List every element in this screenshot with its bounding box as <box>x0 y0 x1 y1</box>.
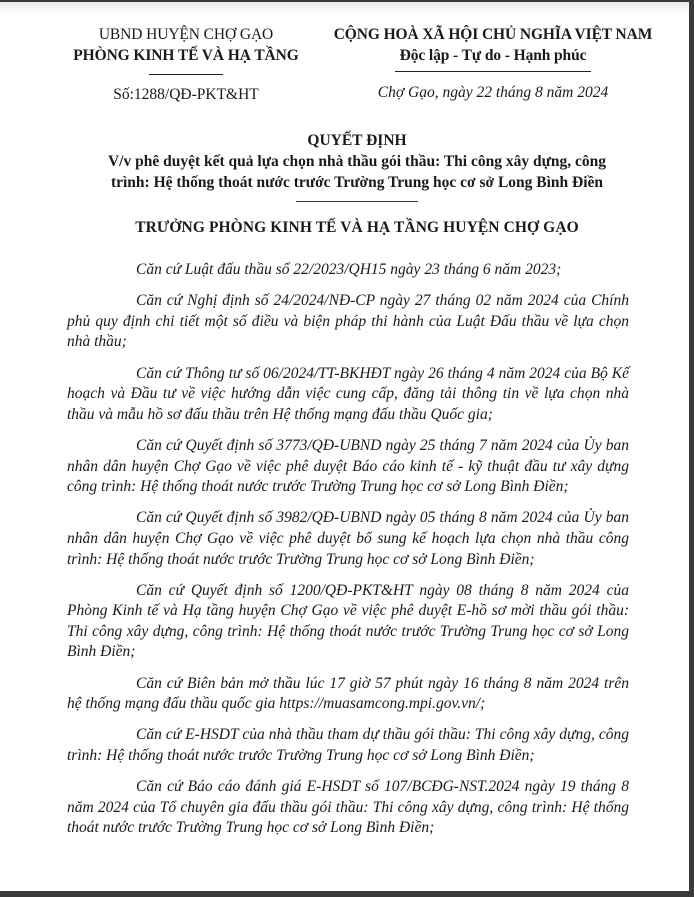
subject-line-1: V/v phê duyệt kết quả lựa chọn nhà thầu gói thầu: Thi công xây dựng, công <box>107 153 607 170</box>
legal-basis-paragraph: Căn cứ Quyết định số 1200/QĐ-PKT&HT ngày 08 tháng 8 năm 2024 của Phòng Kinh tế và Hạ tầng huyện Chợ Gạo về việc phê duyệt E-hồ sơ mời thầu gói thầu: Thi công xây dựng, công trình: Hệ thống thoát nước trước Trường Trung học cơ sở Long Bình Điền; <box>67 581 629 661</box>
legal-basis-paragraph: Căn cứ Biên bản mở thầu lúc 17 giờ 57 phút ngày 16 tháng 8 năm 2024 trên hệ thống mạng đấu thầu quốc gia https://muasamcong.mpi.gov.vn/; <box>67 674 629 713</box>
legal-basis-paragraph: Căn cứ Thông tư số 06/2024/TT-BKHĐT ngày 26 tháng 4 năm 2024 của Bộ Kế hoạch và Đầu tư về việc hướng dẫn việc cung cấp, đăng tải thông tin về lựa chọn nhà thầu và mẫu hồ sơ đấu thầu trên Hệ thống mạng đấu thầu Quốc gia; <box>67 364 629 423</box>
document-page <box>0 2 689 891</box>
document-type-title: QUYẾT ĐỊNH <box>307 132 407 149</box>
legal-basis-section <box>67 260 629 850</box>
motto-underline <box>395 71 591 72</box>
agency-underline <box>149 74 223 75</box>
legal-basis-paragraph: Căn cứ Báo cáo đánh giá E-HSDT số 107/BCĐG-NST.2024 ngày 19 tháng 8 năm 2024 của Tổ chuyên gia đấu thầu gói thầu: Thi công xây dựng, công trình: Hệ thống thoát nước trước Trường Trung học cơ sở Long Bình Điền; <box>67 778 629 837</box>
subject-line-2: trình: Hệ thống thoát nước trước Trường Trung học cơ sở Long Bình Điền <box>110 174 604 191</box>
decision-title-block <box>60 131 654 202</box>
legal-basis-paragraph: Căn cứ E-HSDT của nhà thầu tham dự thầu gói thầu: Thi công xây dựng, công trình: Hệ thống thoát nước trước Trường Trung học cơ sở Long Bình Điền; <box>67 726 629 765</box>
issuing-authority: TRƯỞNG PHÒNG KINH TẾ VÀ HẠ TẦNG HUYỆN CHỢ GẠO <box>135 219 579 236</box>
legal-basis-paragraph: Căn cứ Quyết định số 3773/QĐ-UBND ngày 25 tháng 7 năm 2024 của Ủy ban nhân dân huyện Chợ Gạo về việc phê duyệt Báo cáo kinh tế - kỹ thuật đầu tư xây dựng công trình: Hệ thống thoát nước trước Trường Trung học cơ sở Long Bình Điền; <box>67 436 629 496</box>
issuing-agency-header <box>56 24 316 105</box>
legal-basis-paragraph: Căn cứ Quyết định số 3982/QĐ-UBND ngày 05 tháng 8 năm 2024 của Ủy ban nhân dân huyện Chợ Gạo về việc phê duyệt bổ sung kế hoạch lựa chọn nhà thầu công trình: Hệ thống thoát nước trước Trường Trung học cơ sở Long Bình Điền; <box>67 509 629 568</box>
parent-agency-name: UBND HUYỆN CHỢ GẠO <box>98 26 274 43</box>
agency-name: PHÒNG KINH TẾ VÀ HẠ TẦNG <box>73 47 299 64</box>
legal-basis-paragraph: Căn cứ Luật đấu thầu số 22/2023/QH15 ngày 23 tháng 6 năm 2023; <box>136 261 562 278</box>
country-name: CỘNG HOÀ XÃ HỘI CHỦ NGHĨA VIỆT NAM <box>333 26 653 43</box>
place-and-date: Chợ Gạo, ngày 22 tháng 8 năm 2024 <box>377 84 609 101</box>
title-underline <box>296 201 418 202</box>
document-number: Số:1288/QĐ-PKT&HT <box>113 86 259 103</box>
national-motto-header <box>330 24 656 103</box>
legal-basis-paragraph: Căn cứ Nghị định số 24/2024/NĐ-CP ngày 27 tháng 02 năm 2024 của Chính phủ quy định chi tiết một số điều và biện pháp thi hành của Luật Đấu thầu về lựa chọn nhà thầu; <box>67 292 629 351</box>
national-motto: Độc lập - Tự do - Hạnh phúc <box>399 47 587 64</box>
